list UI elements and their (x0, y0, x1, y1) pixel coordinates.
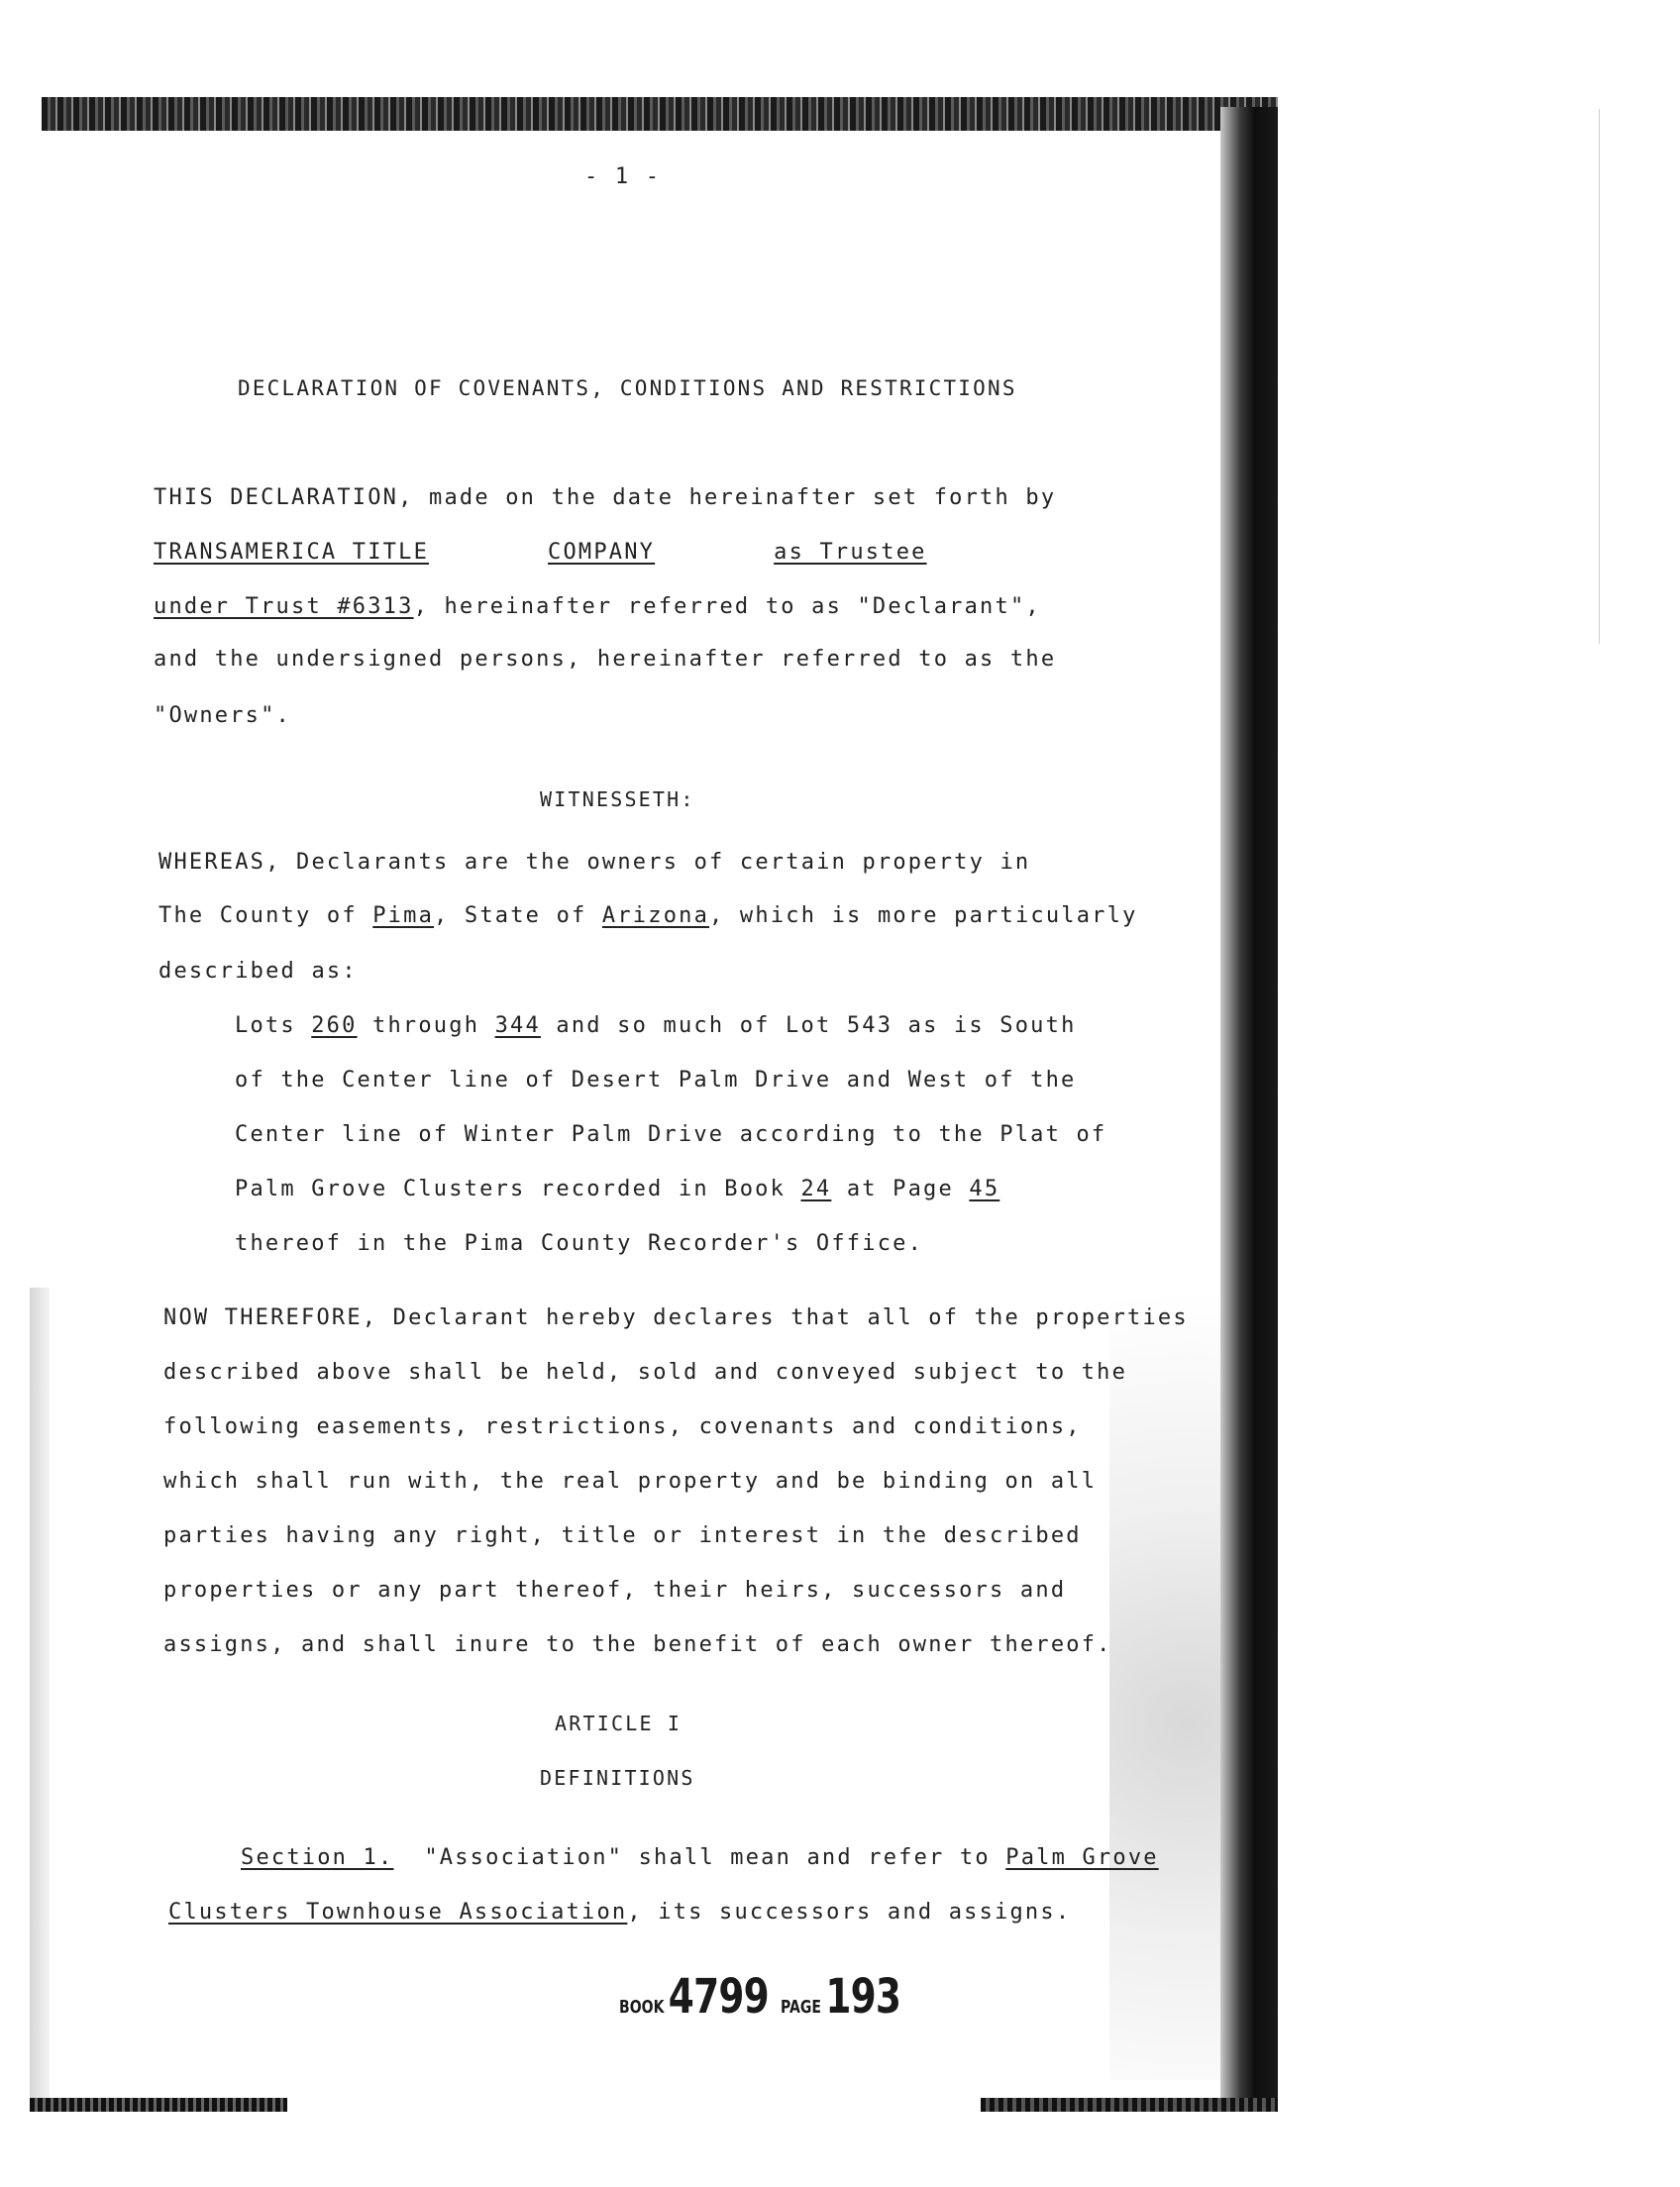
legal-line-4: Palm Grove Clusters recorded in Book 24 at Page 45 (235, 1177, 1000, 1201)
lot-start: 260 (311, 1013, 358, 1038)
as-trustee: as Trustee (774, 540, 927, 565)
plat-book: 24 (800, 1177, 832, 1201)
recording-stamp (619, 1969, 900, 2025)
whereas-line-3: described as: (158, 959, 358, 984)
trust-number: under Trust #6313 (154, 594, 414, 619)
state: Arizona (601, 903, 710, 928)
stamp-page-label: PAGE (781, 1997, 822, 2018)
now-therefore-line-7: assigns, and shall inure to the benefit of each owner thereof. (163, 1632, 1112, 1657)
now-therefore-line-2: described above shall be held, sold and conveyed subject to the (163, 1360, 1128, 1385)
legal-line-5: thereof in the Pima County Recorder's Office. (235, 1231, 924, 1256)
now-therefore-line-4: which shall run with, the real property and be binding on all (163, 1469, 1098, 1494)
stamp-page-number: 193 (825, 1969, 901, 2025)
trustee-name: TRANSAMERICA TITLE (154, 540, 430, 565)
now-therefore-line-6: properties or any part thereof, their heirs, successors and (163, 1578, 1067, 1603)
stamp-book-number: 4799 (668, 1969, 769, 2025)
now-therefore-line-1: NOW THEREFORE, Declarant hereby declares that all of the properties (163, 1305, 1189, 1330)
plat-page: 45 (969, 1177, 1000, 1201)
scan-border-top (42, 97, 1278, 131)
whereas-line-2: The County of Pima, State of Arizona, which is more particularly (158, 903, 1138, 928)
document-title: DECLARATION OF COVENANTS, CONDITIONS AND RESTRICTIONS (238, 376, 1017, 400)
preamble-line-3: under Trust #6313, hereinafter referred to as "Declarant", (154, 594, 1041, 619)
article-title: DEFINITIONS (540, 1766, 695, 1790)
preamble-line-5: "Owners". (154, 703, 292, 728)
section-1-label: Section 1. (241, 1845, 394, 1870)
scan-border-bottom-right (981, 2098, 1278, 2112)
scan-border-right (1220, 107, 1278, 2108)
county: Pima (372, 903, 435, 928)
association-name-2: Clusters Townhouse Association (168, 1900, 628, 1925)
legal-line-2: of the Center line of Desert Palm Drive and West of the (235, 1068, 1077, 1093)
witnesseth-heading: WITNESSETH: (540, 787, 695, 811)
stamp-book-label: BOOK (619, 1997, 665, 2018)
association-name-1: Palm Grove (1005, 1845, 1159, 1870)
legal-line-1: Lots 260 through 344 and so much of Lot 543 as is South (235, 1013, 1077, 1038)
now-therefore-line-5: parties having any right, title or interest in the described (163, 1523, 1082, 1548)
legal-line-3: Center line of Winter Palm Drive according to the Plat of (235, 1122, 1107, 1147)
trustee-company: COMPANY (548, 540, 656, 565)
page-number: - 1 - (584, 164, 662, 189)
preamble-line-1: THIS DECLARATION, made on the date hereinafter set forth by (154, 485, 1057, 510)
preamble-line-4: and the undersigned persons, hereinafter referred to as the (154, 647, 1057, 672)
scan-border-bottom-left (30, 2098, 287, 2112)
lot-end: 344 (494, 1013, 541, 1038)
whereas-line-1: WHEREAS, Declarants are the owners of certain property in (158, 850, 1031, 875)
now-therefore-line-3: following easements, restrictions, covenants and conditions, (163, 1414, 1082, 1439)
preamble-line-2 (154, 540, 927, 565)
article-heading: ARTICLE I (555, 1712, 682, 1735)
scan-edge-line (1599, 109, 1600, 644)
section-1-line-1: Section 1. "Association" shall mean and refer to Palm Grove (241, 1845, 1159, 1870)
section-1-line-2: Clusters Townhouse Association, its successors and assigns. (168, 1900, 1072, 1925)
scan-shadow-left (30, 1288, 50, 2100)
